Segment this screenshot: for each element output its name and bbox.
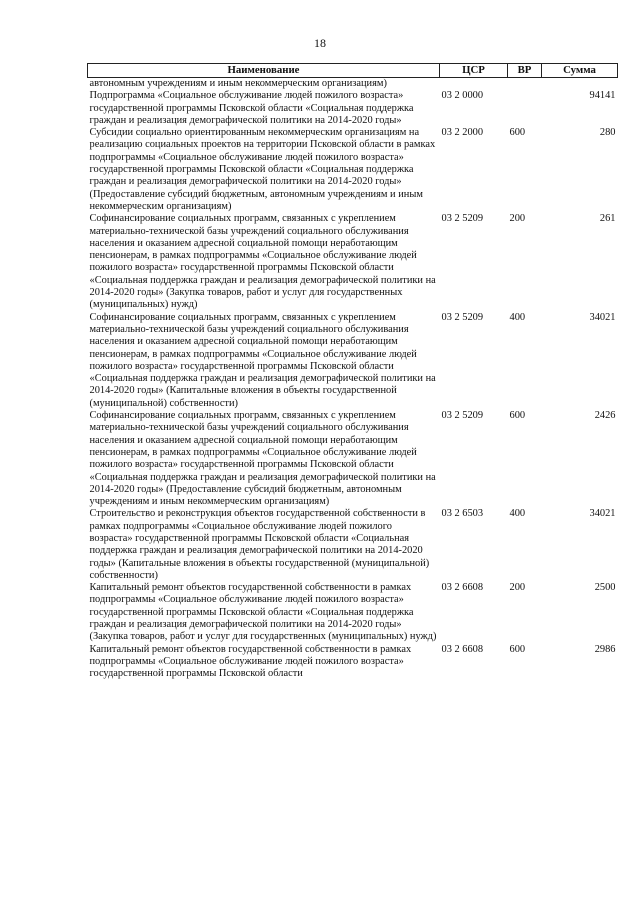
cell-sum: 261 bbox=[599, 213, 616, 225]
cell-name: Софинансирование социальных программ, связанных с укреплением материально-технической базы учреждений социального обслуживания населения и оказанием адресной социальной помощи неработающим пенсионерам, в рамках подпрограммы «Социальное обслуживание людей пожилого возраста» государственной программы Псковской области «Социальная поддержка граждан и реализация демографической политики на 2014-2020 годы» (Закупка товаров, работ и услуг для государственных (муниципальных) нужд) bbox=[89, 213, 436, 311]
cell-vr: 600 bbox=[509, 127, 526, 139]
cell-vr: 600 bbox=[509, 643, 526, 655]
table-row bbox=[88, 582, 618, 643]
cell-name: автономным учреждениям и иным некоммерческим организациям) bbox=[89, 78, 387, 89]
table-row bbox=[88, 78, 618, 91]
cell-name: Софинансирование социальных программ, связанных с укреплением материально-технической базы учреждений социального обслуживания населения и оказанием адресной социальной помощи неработающим пенсионерам, в рамках подпрограммы «Социальное обслуживание людей пожилого возраста» государственной программы Псковской области «Социальная поддержка граждан и реализация демографической политики на 2014-2020 годы» (Капитальные вложения в объекты государственной (муниципальной) собственности) bbox=[89, 311, 436, 409]
cell-vr bbox=[508, 90, 542, 127]
table-row bbox=[88, 508, 618, 582]
cell-vr: 600 bbox=[509, 410, 526, 422]
cell-sum: 280 bbox=[599, 127, 616, 139]
cell-name: Капитальный ремонт объектов государственной собственности в рамках подпрограммы «Социальное обслуживание людей пожилого возраста» государственной программы Псковской области «Социальная поддержка граждан и реализация демографической политики на 2014-2020 годы» (Закупка товаров, работ и услуг для государственных (муниципальных) нужд) bbox=[89, 582, 437, 643]
header-sum: Сумма bbox=[542, 64, 618, 78]
table-row bbox=[88, 312, 618, 410]
cell-sum: 2500 bbox=[594, 582, 616, 594]
cell-csr: 03 2 6608 bbox=[441, 582, 484, 594]
cell-sum: 34021 bbox=[589, 311, 616, 323]
page-number: 18 bbox=[314, 36, 326, 50]
cell-vr: 200 bbox=[509, 213, 526, 225]
cell-csr: 03 2 2000 bbox=[441, 127, 484, 139]
table-row bbox=[88, 213, 618, 311]
cell-csr: 03 2 5209 bbox=[441, 311, 484, 323]
table-row bbox=[88, 410, 618, 508]
cell-sum bbox=[542, 78, 618, 91]
cell-vr: 200 bbox=[509, 582, 526, 594]
table-row bbox=[88, 127, 618, 213]
cell-name: Строительство и реконструкция объектов государственной собственности в рамках подпрограммы «Социальное обслуживание людей пожилого возраста» государственной программы Псковской области «Социальная поддержка граждан и реализация демографической политики на 2014-2020 годы» (Капитальные вложения в объекты государственной (муниципальной) собственности) bbox=[89, 508, 430, 581]
cell-csr: 03 2 6503 bbox=[441, 508, 484, 520]
cell-vr: 400 bbox=[509, 508, 526, 520]
table-row bbox=[88, 644, 618, 681]
cell-sum: 94141 bbox=[589, 90, 616, 102]
table-row bbox=[88, 90, 618, 127]
header-csr: ЦСР bbox=[440, 64, 508, 78]
cell-csr: 03 2 5209 bbox=[441, 410, 484, 422]
cell-sum: 2426 bbox=[594, 410, 616, 422]
header-name: Наименование bbox=[88, 64, 440, 78]
cell-name: Капитальный ремонт объектов государственной собственности в рамках подпрограммы «Социальное обслуживание людей пожилого возраста» государственной программы Псковской области bbox=[89, 643, 412, 680]
cell-csr: 03 2 0000 bbox=[441, 90, 484, 102]
cell-sum: 2986 bbox=[594, 643, 616, 655]
cell-name: Подпрограмма «Социальное обслуживание людей пожилого возраста» государственной программы Псковской области «Социальная поддержка граждан и реализация демографической политики на 2014-2020 годы» bbox=[89, 90, 414, 126]
table-body bbox=[88, 78, 618, 681]
table-header bbox=[88, 64, 618, 78]
cell-csr: 03 2 6608 bbox=[441, 643, 484, 655]
header-vr: ВР bbox=[508, 64, 542, 78]
cell-csr: 03 2 5209 bbox=[441, 213, 484, 225]
cell-csr bbox=[440, 78, 508, 91]
budget-table bbox=[87, 63, 618, 681]
cell-name: Софинансирование социальных программ, связанных с укреплением материально-технической базы учреждений социального обслуживания населения и оказанием адресной социальной помощи неработающим пенсионерам, в рамках подпрограммы «Социальное обслуживание людей пожилого возраста» государственной программы Псковской области «Социальная поддержка граждан и реализация демографической политики на 2014-2020 годы» (Предоставление субсидий бюджетным, автономным учреждениям и иным некоммерческим организациям) bbox=[89, 410, 436, 508]
cell-sum: 34021 bbox=[589, 508, 616, 520]
cell-vr bbox=[508, 78, 542, 91]
cell-vr: 400 bbox=[509, 311, 526, 323]
cell-name: Субсидии социально ориентированным некоммерческим организациям на реализацию социальных проектов на территории Псковской области в рамках подпрограммы «Социальное обслуживание людей пожилого возраста» государственной программы Псковской области «Социальная поддержка граждан и реализация демографической политики на 2014-2020 годы» (Предоставление субсидий бюджетным, автономным учреждениям и иным некоммерческим организациям) bbox=[89, 127, 436, 212]
